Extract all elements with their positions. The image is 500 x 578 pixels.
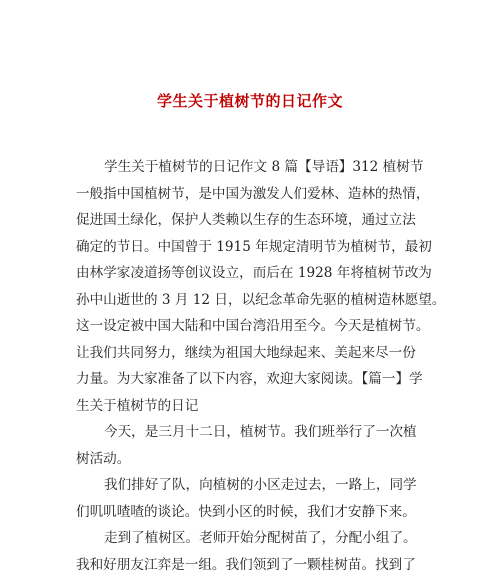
- text-line: 我们排好了队，向植树的小区走过去，一路上，同学: [76, 472, 432, 499]
- text-line: 孙中山逝世的 3 月 12 日，以纪念革命先驱的植树造林愿望。: [76, 287, 432, 314]
- text-line: 由林学家凌道扬等创议设立，而后在 1928 年将植树节改为: [76, 260, 432, 287]
- text-line: 学生关于植树节的日记作文 8 篇【导语】312 植树节: [76, 154, 432, 181]
- document-title: 学生关于植树节的日记作文: [0, 90, 500, 111]
- text-line: 生关于植树节的日记: [76, 393, 432, 420]
- text-line: 一般指中国植树节，是中国为激发人们爱林、造林的热情，: [76, 181, 432, 208]
- text-line: 今天，是三月十二日，植树节。我们班举行了一次植: [76, 419, 432, 446]
- text-line: 走到了植树区。老师开始分配树苗了，分配小组了。: [76, 525, 432, 552]
- text-line: 力量。为大家准备了以下内容，欢迎大家阅读。【篇一】学: [76, 366, 432, 393]
- text-line: 这一设定被中国大陆和中国台湾沿用至今。今天是植树节。: [76, 313, 432, 340]
- document-body: [76, 154, 432, 578]
- text-line: 们叽叽喳喳的谈论。快到小区的时候，我们才安静下来。: [76, 499, 432, 526]
- text-line: 我和好朋友江弈是一组。我们领到了一颗桂树苗。找到了: [76, 552, 432, 578]
- text-line: 促进国土绿化，保护人类赖以生存的生态环境，通过立法: [76, 207, 432, 234]
- text-line: 树活动。: [76, 446, 432, 473]
- text-line: 让我们共同努力，继续为祖国大地绿起来、美起来尽一份: [76, 340, 432, 367]
- text-line: 确定的节日。中国曾于 1915 年规定清明节为植树节，最初: [76, 234, 432, 261]
